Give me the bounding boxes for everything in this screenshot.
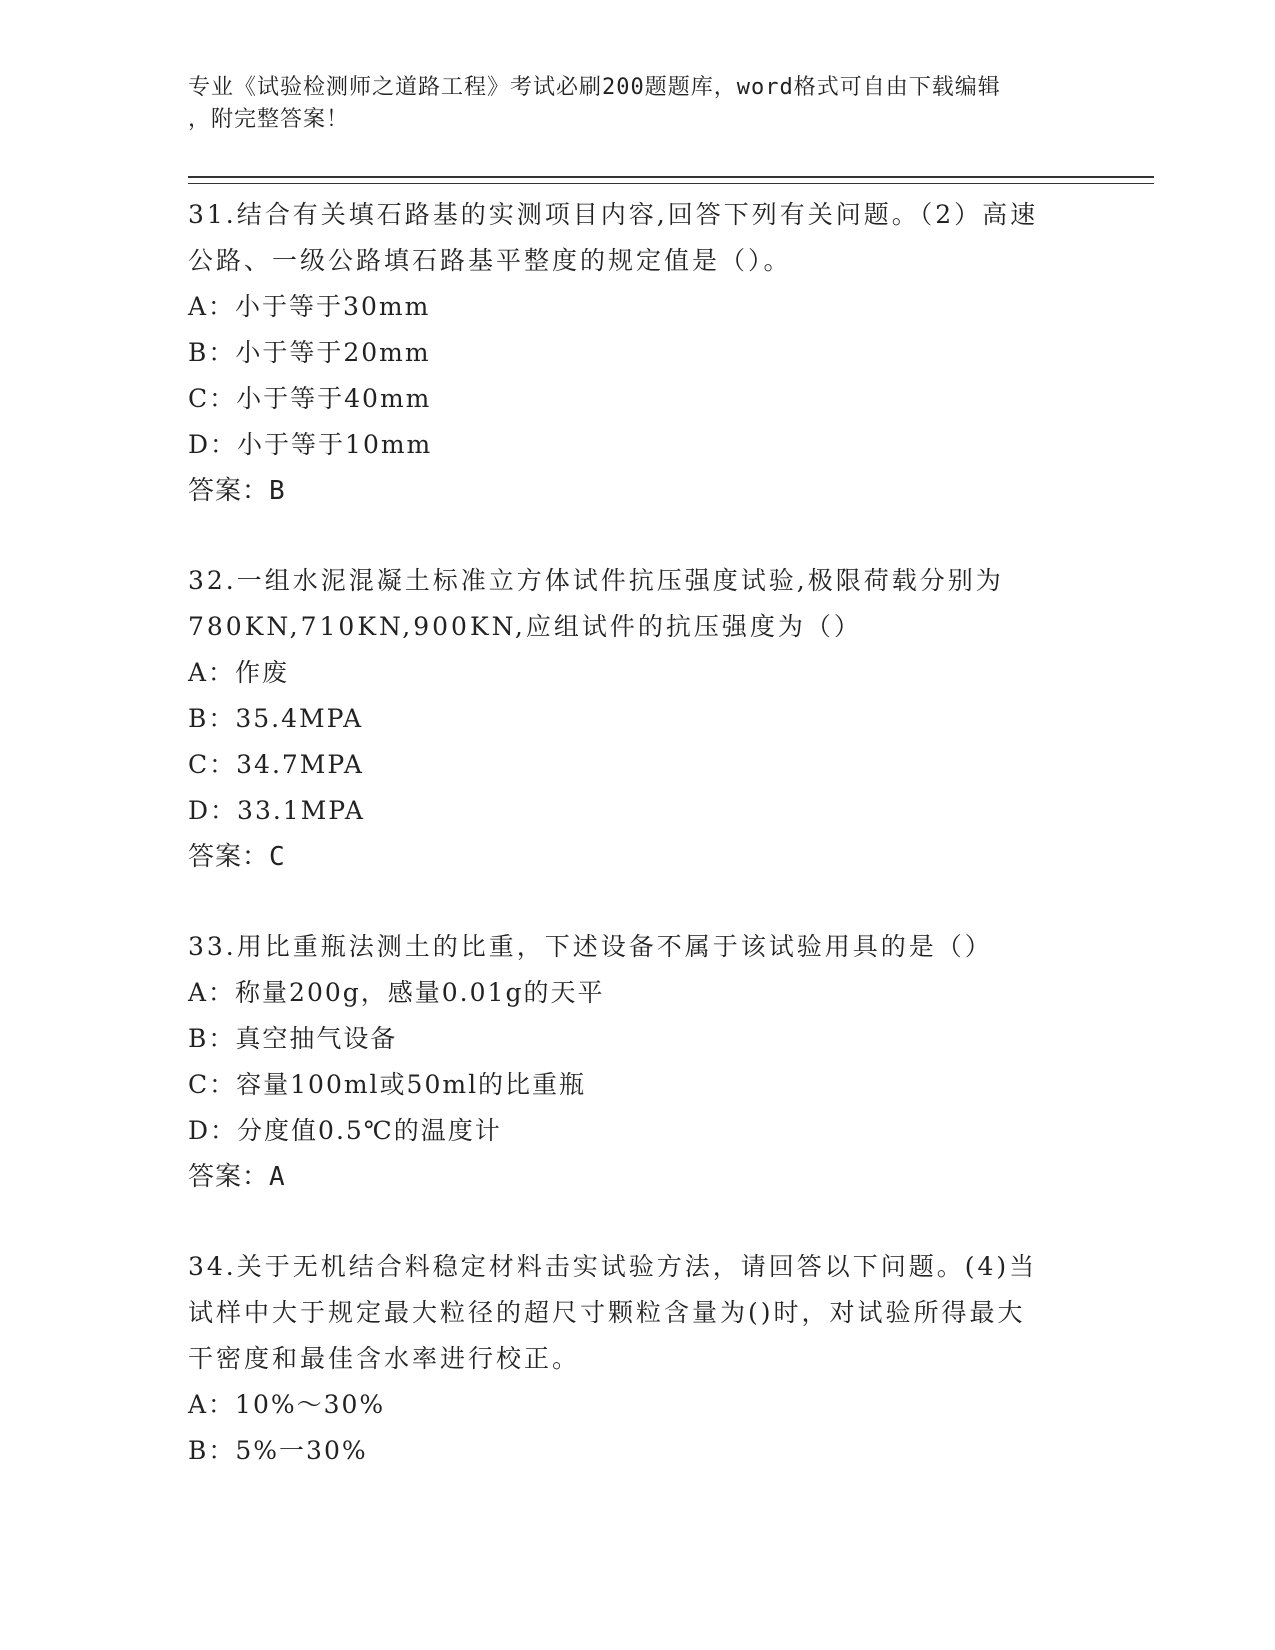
header-line-2: ，附完整答案！ [188,107,350,132]
question-block [188,1244,1088,1474]
header-line-1: 专业《试验检测师之道路工程》考试必刷200题题库，word格式可自由下载编辑 [188,75,1001,100]
answer-option: D：小于等于10mm [188,430,433,459]
answer-option: D：33.1MPA [188,796,365,825]
answer-option: A：作废 [188,658,290,687]
question-list [188,192,1088,1474]
answer-option: B：真空抽气设备 [188,1024,398,1053]
answer-key: 答案：B [188,476,286,506]
answer-option: B：5%一30% [188,1436,368,1465]
answer-option: C：34.7MPA [188,750,364,779]
answer-option: B：35.4MPA [188,704,364,733]
answer-option: C：小于等于40mm [188,384,432,413]
question-spacer [188,880,1088,924]
question-stem-line: 34.关于无机结合料稳定材料击实试验方法，请回答以下问题。(4)当 [188,1252,1038,1281]
question-spacer [188,1200,1088,1244]
answer-option: A：10%～30% [188,1390,386,1419]
answer-key: 答案：C [188,842,286,872]
question-stem-line: 31.结合有关填石路基的实测项目内容,回答下列有关问题。（2）高速 [188,200,1039,229]
question-stem-line: 33.用比重瓶法测土的比重，下述设备不属于该试验用具的是（） [188,932,993,961]
document-header [188,72,1068,136]
question-block [188,192,1088,514]
question-block [188,924,1088,1200]
answer-option: A：称量200g，感量0.01g的天平 [188,978,605,1007]
question-block [188,558,1088,880]
answer-option: B：小于等于20mm [188,338,431,367]
header-divider-thick [188,176,1154,178]
answer-option: D：分度值0.5℃的温度计 [188,1116,502,1145]
answer-option: C：容量100ml或50ml的比重瓶 [188,1070,587,1099]
header-divider-thin [188,183,1154,184]
question-stem-line: 32.一组水泥混凝土标准立方体试件抗压强度试验,极限荷载分别为 [188,566,1004,595]
question-spacer [188,514,1088,558]
answer-key: 答案：A [188,1162,286,1192]
question-stem-line: 试样中大于规定最大粒径的超尺寸颗粒含量为()时，对试验所得最大 [188,1298,1026,1327]
question-stem-line: 干密度和最佳含水率进行校正。 [188,1344,581,1373]
question-stem-line: 公路、一级公路填石路基平整度的规定值是（）。 [188,246,792,275]
answer-option: A：小于等于30mm [188,292,431,321]
question-stem-line: 780KN,710KN,900KN,应组试件的抗压强度为（） [188,612,862,641]
